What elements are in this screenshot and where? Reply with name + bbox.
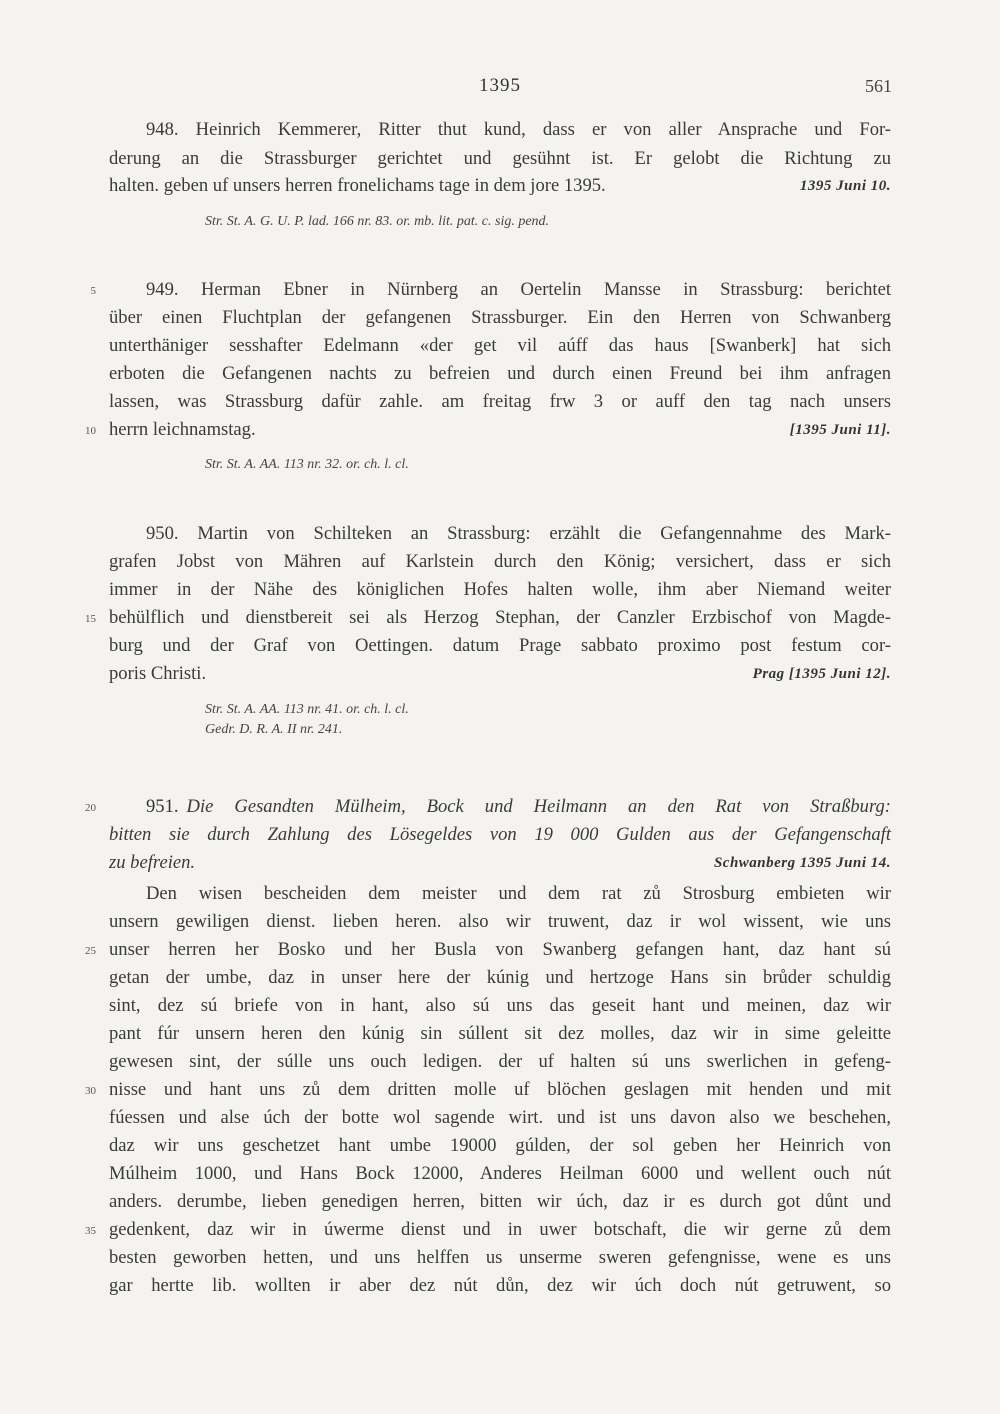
entry-949-line: lassen, was Strassburg dafür zahle. am freitag frw 3 or auff den tag nach unsers: [109, 391, 891, 412]
entry-951-number: 951.: [146, 796, 179, 817]
entry-950-line: behülflich und dienstbereit sei als Herzog Stephan, der Canzler Erzbischof von Magde-: [109, 607, 891, 628]
entry-949-text: herrn leichnamstag.: [109, 419, 256, 440]
entry-951-body-line: pant fúr unsern heren den kúnig sin súllent sit dez molles, daz wir in sime geleitte: [109, 1023, 891, 1044]
entry-949-line: 949. Herman Ebner in Nürnberg an Oertelin Mansse in Strassburg: berichtet: [146, 279, 891, 300]
entry-948-date: 1395 Juni 10.: [799, 178, 891, 194]
entry-949-line: [109, 416, 891, 444]
entry-948-line: 948. Heinrich Kemmerer, Ritter thut kund, dass er von aller Ansprache und For-: [146, 119, 891, 140]
entry-949-date: [1395 Juni 11].: [789, 422, 891, 438]
entry-950-line: [109, 660, 891, 688]
entry-951-body-line: nisse und hant uns zů dem dritten molle uf blöchen geslagen mit henden und mit: [109, 1079, 891, 1100]
entry-948-text: halten. geben uf unsers herren fronelichams tage in dem jore 1395.: [109, 175, 606, 196]
entry-951-heading-line: [109, 849, 891, 877]
entry-950-text: poris Christi.: [109, 663, 207, 684]
margin-line-number: 10: [85, 425, 96, 437]
margin-line-number: 30: [85, 1085, 96, 1097]
entry-948-source: Str. St. A. G. U. P. lad. 166 nr. 83. or. mb. lit. pat. c. sig. pend.: [205, 214, 550, 229]
entry-951-body-line: besten geworben hetten, und uns helffen us unserme sweren gefengnisse, wene es uns: [109, 1247, 891, 1268]
entry-948-line: derung an die Strassburger gerichtet und gesühnt ist. Er gelobt die Richtung zu: [109, 148, 891, 169]
entry-951-body-line: Den wisen bescheiden dem meister und dem rat zů Strosburg embieten wir: [146, 883, 891, 904]
entry-948-line: [109, 172, 891, 200]
page-number: 561: [865, 76, 892, 96]
running-header-year: 1395: [479, 75, 521, 96]
entry-950-source: Gedr. D. R. A. II nr. 241.: [205, 722, 343, 737]
entry-951-heading-line: bitten sie durch Zahlung des Lösegeldes von 19 000 Gulden aus der Gefangenschaft: [109, 824, 891, 845]
entry-951-heading-text: zu befreien.: [109, 852, 196, 873]
margin-line-number: 25: [85, 945, 96, 957]
entry-951-body-line: gewesen sint, der súlle uns ouch ledigen. der uf halten sú uns swerlichen in gefeng-: [109, 1051, 891, 1072]
entry-950-line: burg und der Graf von Oettingen. datum Prage sabbato proximo post festum cor-: [109, 635, 891, 656]
entry-951-body-line: getan der umbe, daz in unser here der kúnig und hertzoge Hans sin brůder schuldig: [109, 967, 891, 988]
entry-951-body-line: gar hertte lib. wollten ir aber dez nút důn, dez wir úch doch nút getruwent, so: [109, 1275, 891, 1296]
entry-950-source: Str. St. A. AA. 113 nr. 41. or. ch. l. cl.: [205, 702, 409, 717]
margin-line-number: 35: [85, 1225, 96, 1237]
margin-line-number: 5: [90, 285, 96, 297]
entry-949-line: über einen Fluchtplan der gefangenen Strassburger. Ein den Herren von Schwanberg: [109, 307, 891, 328]
entry-950-line: immer in der Nähe des königlichen Hofes halten wolle, ihm aber Niemand weiter: [109, 579, 891, 600]
entry-951-body-line: Múlheim 1000, und Hans Bock 12000, Anderes Heilman 6000 und wellent ouch nút: [109, 1163, 891, 1184]
entry-951-date: Schwanberg 1395 Juni 14.: [713, 855, 891, 871]
entry-951-heading-text: Die Gesandten Mülheim, Bock und Heilmann an den Rat von Straßburg:: [186, 796, 891, 817]
entry-949-source: Str. St. A. AA. 113 nr. 32. or. ch. l. cl.: [205, 457, 409, 472]
entry-951-body-line: fúessen und alse úch der botte wol sagende wirt. und ist uns davon also we beschehen,: [109, 1107, 891, 1128]
entry-949-line: erboten die Gefangenen nachts zu befreien und durch einen Freund bei ihm anfragen: [109, 363, 891, 384]
margin-line-number: 20: [85, 802, 96, 814]
entry-951-body-line: sint, dez sú briefe von in hant, also sú uns das geseit hant und meinen, daz wir: [109, 995, 891, 1016]
entry-949-line: unterthäniger sesshafter Edelmann «der get vil aúff das haus [Swanberk] hat sich: [109, 335, 891, 356]
entry-951-heading-line: [146, 793, 891, 821]
entry-951-body-line: unsern gewiligen dienst. lieben heren. also wir truwent, daz ir wol wissent, wie uns: [109, 911, 891, 932]
entry-951-body-line: unser herren her Bosko und her Busla von Swanberg gefangen hant, daz hant sú: [109, 939, 891, 960]
margin-line-number: 15: [85, 613, 96, 625]
entry-950-date: Prag [1395 Juni 12].: [752, 666, 891, 682]
entry-951-body-line: daz wir uns geschetzet hant umbe 19000 gúlden, der sol geben her Heinrich von: [109, 1135, 891, 1156]
entry-950-line: 950. Martin von Schilteken an Strassburg: erzählt die Gefangennahme des Mark-: [146, 523, 891, 544]
entry-951-body-line: gedenkent, daz wir in úwerme dienst und in uwer botschaft, die wir gerne zů dem: [109, 1219, 891, 1240]
entry-950-line: grafen Jobst von Mähren auf Karlstein durch den König; versichert, dass er sich: [109, 551, 891, 572]
entry-951-body-line: anders. derumbe, lieben genedigen herren, bitten wir úch, daz ir es durch got důnt und: [109, 1191, 891, 1212]
